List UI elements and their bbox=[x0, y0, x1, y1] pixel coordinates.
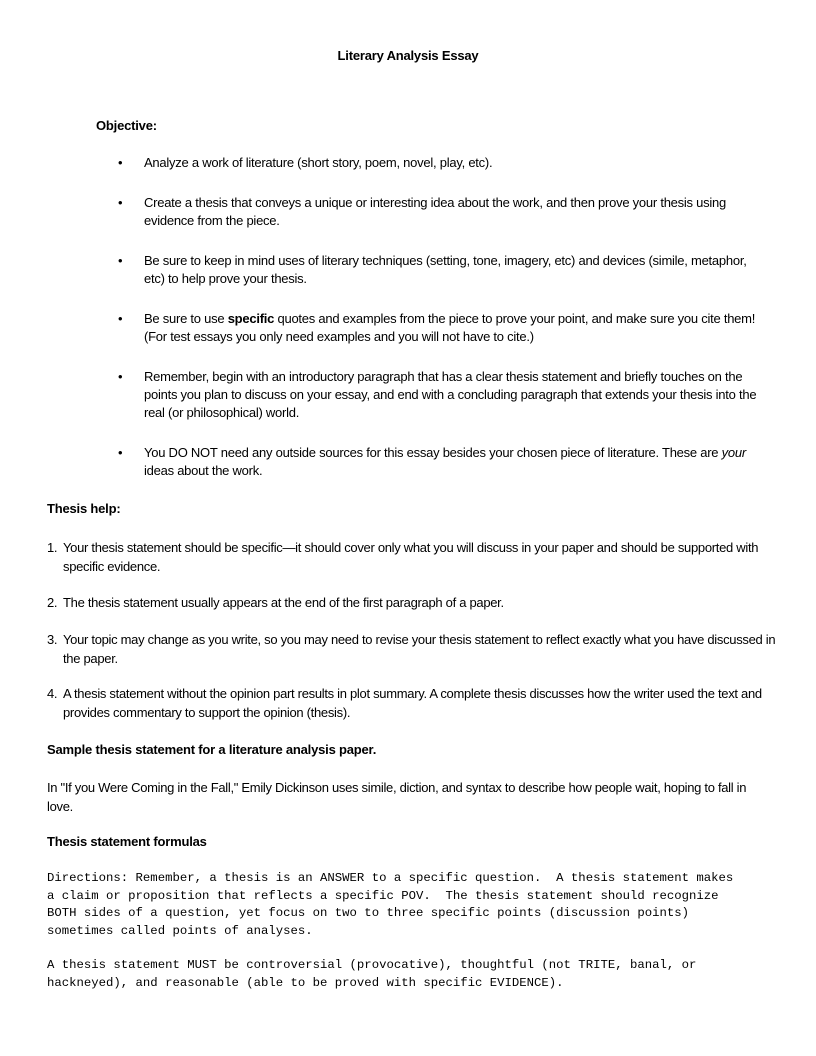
objective-item bbox=[118, 252, 768, 288]
emphasis-your: your bbox=[721, 445, 746, 460]
item-text: Your thesis statement should be specific—it should cover only what you will discuss in your paper and should be supported with specific evidence. bbox=[63, 540, 759, 574]
objective-item bbox=[118, 444, 768, 480]
objective-item-text bbox=[144, 311, 755, 344]
text-run: ideas about the work. bbox=[144, 463, 263, 478]
bullet-icon: • bbox=[118, 369, 123, 384]
must-text: A thesis statement MUST be controversial (provocative), thoughtful (not TRITE, banal, or hackneyed), and reasonable (able to be proved with specific EVIDENCE). bbox=[47, 958, 697, 990]
thesis-help-heading: Thesis help: bbox=[47, 501, 121, 516]
objective-item bbox=[118, 310, 768, 346]
item-text: The thesis statement usually appears at the end of the first paragraph of a paper. bbox=[63, 595, 504, 610]
thesis-help-item bbox=[47, 594, 777, 613]
directions-text: Directions: Remember, a thesis is an ANSWER to a specific question. A thesis statement makes a claim or proposition that reflects a specific POV. The thesis statement should recognize BOTH sides of a question, yet focus on two to three specific points (discussion points) sometimes called points of analyses. bbox=[47, 871, 734, 938]
objective-item-text bbox=[144, 445, 746, 478]
item-number: 4. bbox=[47, 686, 58, 701]
text-run: Be sure to use bbox=[144, 311, 228, 326]
objective-item bbox=[118, 194, 768, 230]
emphasis-specific: specific bbox=[227, 311, 275, 326]
text-run: You DO NOT need any outside sources for this essay besides your chosen piece of literature. These are bbox=[144, 445, 722, 460]
text-run: quotes and examples from the piece to prove your point, and make sure you cite them! (For test essays you only need examples and you will not have to cite.) bbox=[144, 311, 756, 344]
sample-heading: Sample thesis statement for a literature analysis paper. bbox=[47, 742, 377, 757]
item-number: 1. bbox=[47, 540, 58, 555]
thesis-help-item bbox=[47, 631, 777, 668]
formulas-heading: Thesis statement formulas bbox=[47, 834, 207, 849]
objective-item bbox=[118, 154, 768, 172]
item-number: 2. bbox=[47, 595, 58, 610]
thesis-help-item bbox=[47, 539, 777, 576]
thesis-help-item bbox=[47, 685, 777, 722]
bullet-icon: • bbox=[118, 445, 123, 460]
bullet-icon: • bbox=[118, 311, 123, 326]
objective-item-text: Be sure to keep in mind uses of literary techniques (setting, tone, imagery, etc) and devices (simile, metaphor, etc) to help prove your thesis. bbox=[144, 253, 747, 286]
item-text: A thesis statement without the opinion part results in plot summary. A complete thesis discusses how the writer used the text and provides commentary to support the opinion (thesis). bbox=[63, 686, 762, 720]
objective-list bbox=[118, 154, 768, 502]
objective-item-text: Analyze a work of literature (short story, poem, novel, play, etc). bbox=[144, 155, 493, 170]
item-text: Your topic may change as you write, so you may need to revise your thesis statement to reflect exactly what you have discussed in the paper. bbox=[63, 632, 776, 666]
document-title: Literary Analysis Essay bbox=[337, 48, 479, 63]
bullet-icon: • bbox=[118, 155, 123, 170]
objective-item bbox=[118, 368, 768, 422]
objective-item-text: Remember, begin with an introductory paragraph that has a clear thesis statement and briefly touches on the points you plan to discuss on your essay, and end with a concluding paragraph that extends your thesis into the real (or philosophical) world. bbox=[144, 369, 757, 420]
bullet-icon: • bbox=[118, 253, 123, 268]
objective-heading: Objective: bbox=[96, 118, 157, 133]
bullet-icon: • bbox=[118, 195, 123, 210]
sample-thesis-text: In "If you Were Coming in the Fall," Emily Dickinson uses simile, diction, and syntax to describe how people wait, hoping to fall in love. bbox=[47, 780, 747, 814]
item-number: 3. bbox=[47, 632, 58, 647]
objective-item-text: Create a thesis that conveys a unique or interesting idea about the work, and then prove your thesis using evidence from the piece. bbox=[144, 195, 726, 228]
